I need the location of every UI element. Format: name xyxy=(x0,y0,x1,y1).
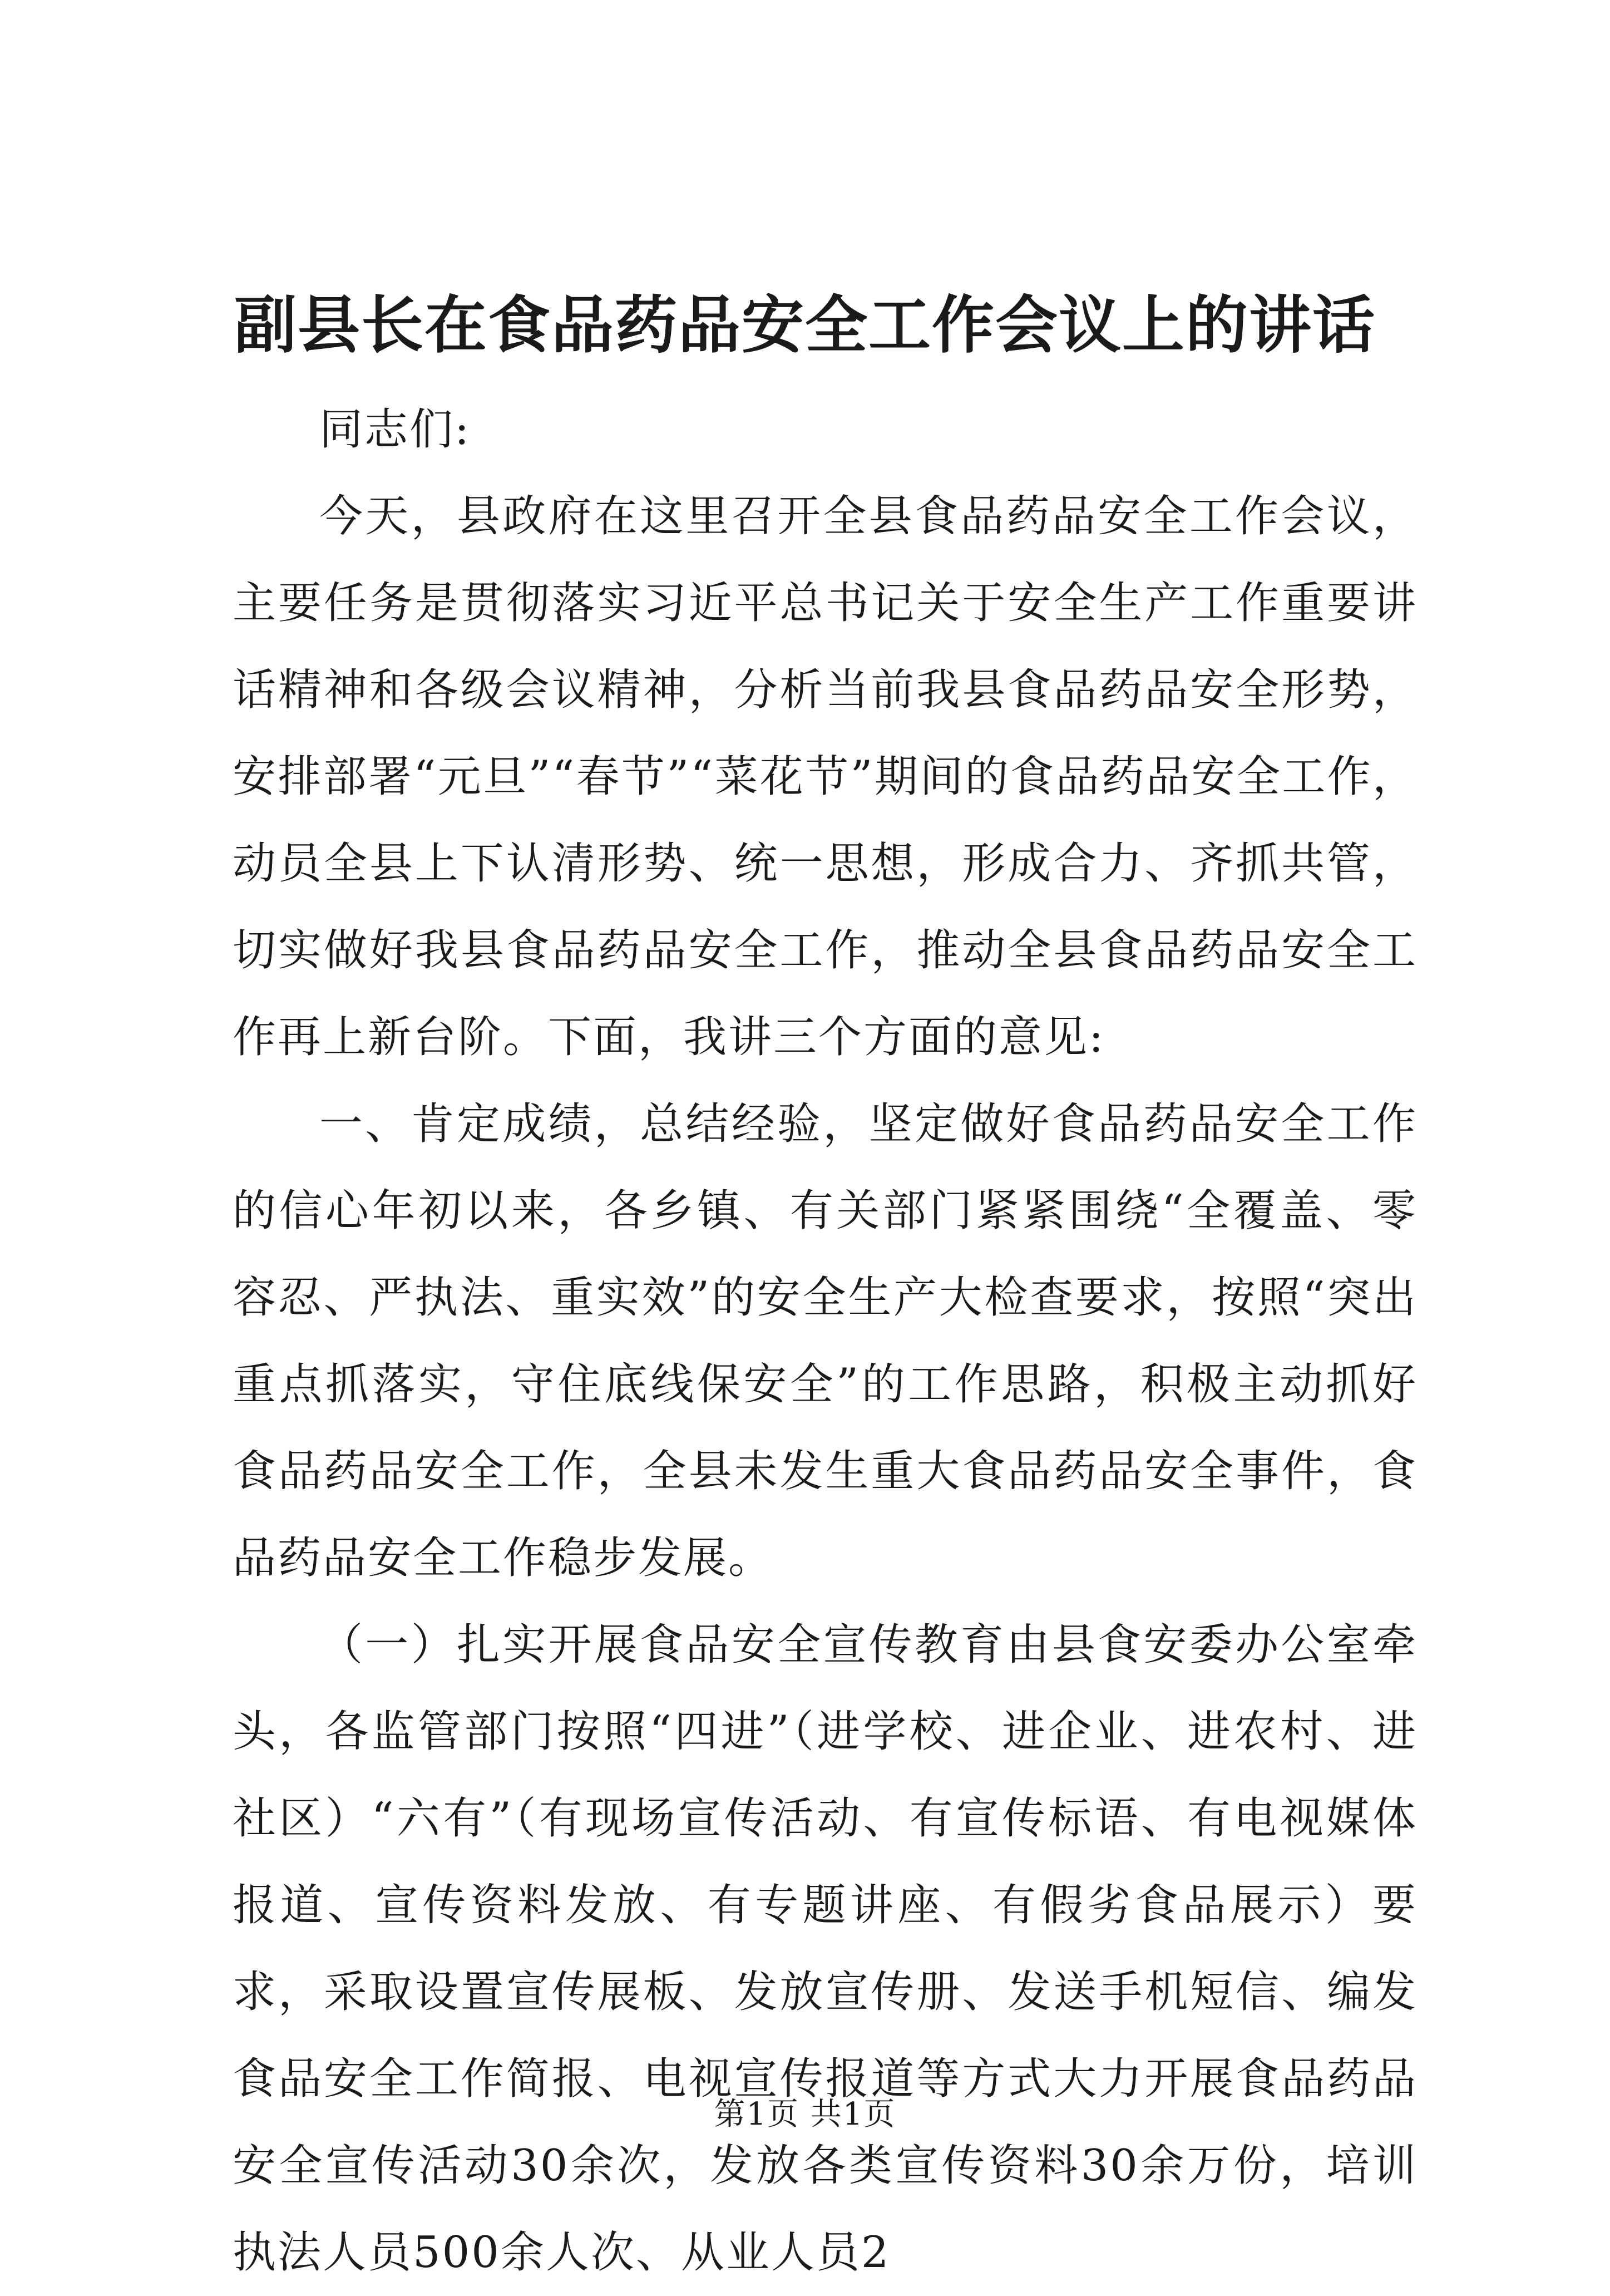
document-body xyxy=(233,386,1418,2296)
salutation: 同志们: xyxy=(319,405,471,455)
page-footer: 第1页 共1页 xyxy=(714,2096,896,2132)
document-title: 副县长在食品药品安全工作会议上的讲话 xyxy=(234,289,1376,362)
paragraph-subsection-one: （一）扎实开展食品安全宣传教育由县食安委办公室牵头，各监管部门按照“四进”（进学校、进企业、进农村、进社区）“六有”（有现场宣传活动、有宣传标语、有电视媒体报道、宣传资料发放、有专题讲座、有假劣食品展示）要求，采取设置宣传展板、发放宣传册、发送手机短信、编发食品安全工作简报、电视宣传报道等方式大力开展食品药品安全宣传活动30余次，发放各类宣传资料30余万份，培训执法人员500余人次、从业人员2 xyxy=(233,1620,1418,2278)
paragraph-intro: 今天，县政府在这里召开全县食品药品安全工作会议，主要任务是贯彻落实习近平总书记关于安全生产工作重要讲话精神和各级会议精神，分析当前我县食品药品安全形势，安排部署“元旦”“春节”“菜花节”期间的食品药品安全工作，动员全县上下认清形势、统一思想，形成合力、齐抓共管，切实做好我县食品药品安全工作，推动全县食品药品安全工作再上新台阶。下面，我讲三个方面的意见: xyxy=(233,491,1418,1062)
paragraph-section-one: 一、肯定成绩，总结经验，坚定做好食品药品安全工作的信心年初以来，各乡镇、有关部门紧紧围绕“全覆盖、零容忍、严执法、重实效”的安全生产大检查要求，按照“突出重点抓落实，守住底线保安全”的工作思路，积极主动抓好食品药品安全工作，全县未发生重大食品药品安全事件，食品药品安全工作稳步发展。 xyxy=(233,1099,1418,1583)
